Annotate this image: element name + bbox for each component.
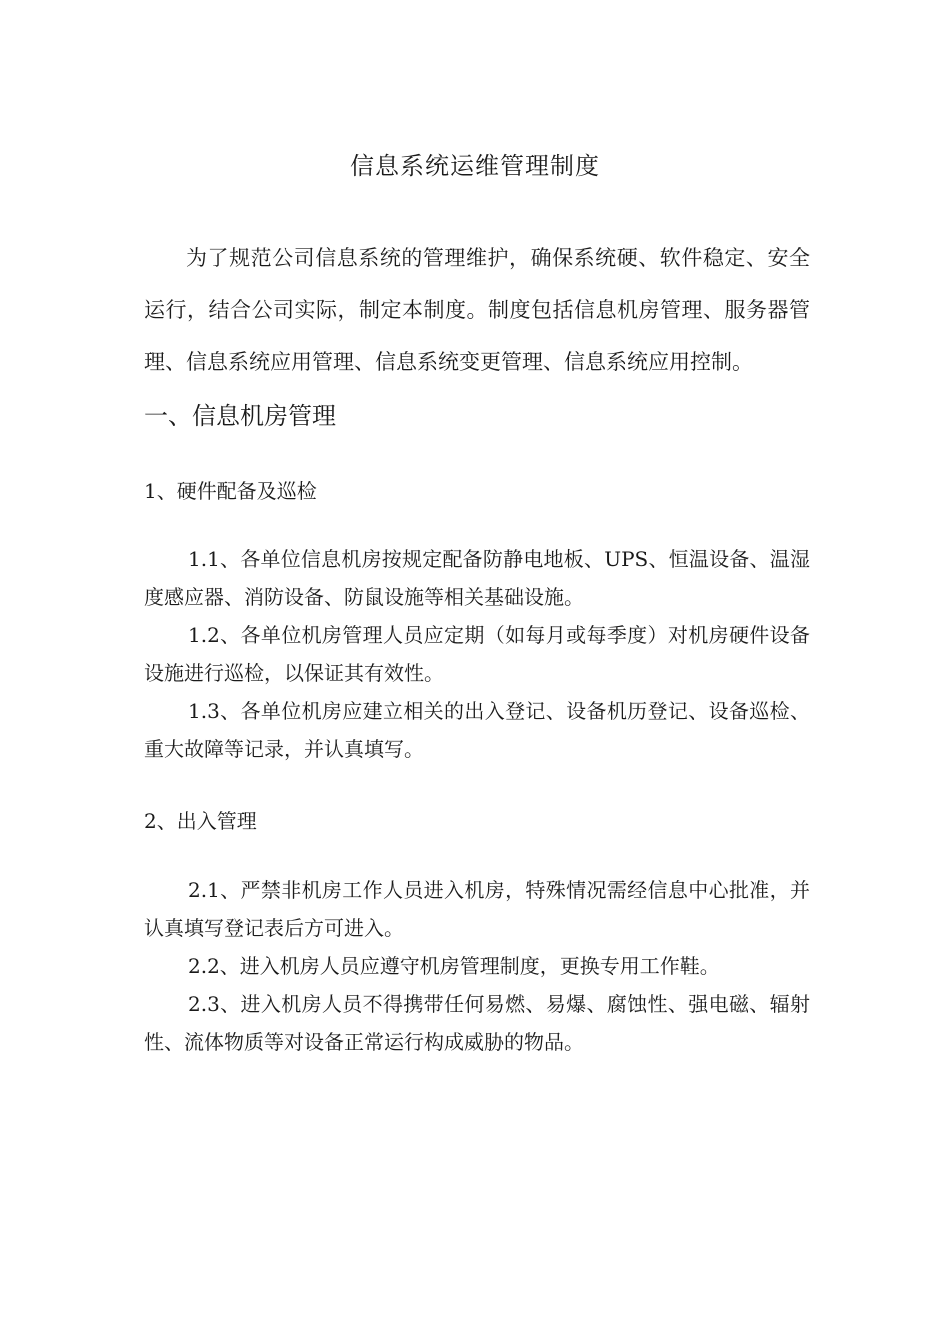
intro-paragraph: 为了规范公司信息系统的管理维护，确保系统硬、软件稳定、安全运行，结合公司实际，制定本制度。制度包括信息机房管理、服务器管理、信息系统应用管理、信息系统变更管理、信息系统应用控制。 <box>144 246 810 374</box>
section-heading-machine-room: 一、信息机房管理 <box>144 402 336 430</box>
subsection-heading-hardware: 1、硬件配备及巡检 <box>144 479 317 503</box>
subsection-items-hardware <box>144 540 810 768</box>
subsection-items-access <box>144 871 810 1061</box>
list-item: 2.1、严禁非机房工作人员进入机房，特殊情况需经信息中心批准，并认真填写登记表后方可进入。 <box>144 878 810 940</box>
list-item: 2.2、进入机房人员应遵守机房管理制度，更换专用工作鞋。 <box>188 954 720 978</box>
list-item: 1.3、各单位机房应建立相关的出入登记、设备机历登记、设备巡检、重大故障等记录，并认真填写。 <box>144 699 810 761</box>
subsection-heading-access: 2、出入管理 <box>144 809 257 833</box>
list-item: 1.2、各单位机房管理人员应定期（如每月或每季度）对机房硬件设备设施进行巡检，以保证其有效性。 <box>144 623 810 685</box>
list-item: 1.1、各单位信息机房按规定配备防静电地板、UPS、恒温设备、温湿度感应器、消防设备、防鼠设施等相关基础设施。 <box>144 547 810 609</box>
list-item: 2.3、进入机房人员不得携带任何易燃、易爆、腐蚀性、强电磁、辐射性、流体物质等对设备正常运行构成威胁的物品。 <box>144 992 810 1054</box>
document-title: 信息系统运维管理制度 <box>350 152 600 180</box>
